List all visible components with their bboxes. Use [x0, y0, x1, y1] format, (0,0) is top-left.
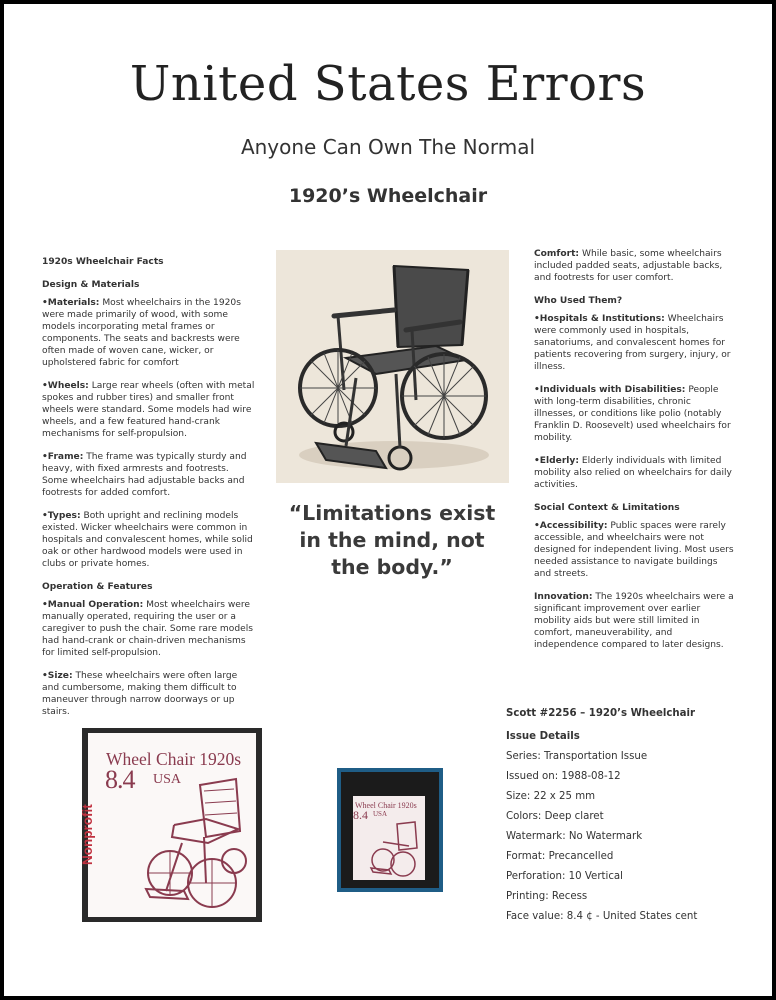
- scott-number: Scott #2256 – 1920’s Wheelchair: [506, 708, 696, 719]
- frame-paragraph: •Frame: The frame was typically sturdy and heavy, with fixed armrests and footrests. Some wheelchairs had adjustable backs and footrests for added comfort.: [42, 452, 247, 498]
- stamp-small-country: USA: [373, 810, 388, 818]
- detail-issued-on: Issued on: 1988-08-12: [506, 771, 621, 782]
- comfort-paragraph: Comfort: While basic, some wheelchairs included padded seats, adjustable backs, and footrests for user comfort.: [534, 249, 723, 283]
- types-paragraph: •Types: Both upright and reclining models existed. Wicker wheelchairs were common in hospitals and convalescent homes, while solid oak or other hardwood models were used in clubs or private homes.: [42, 511, 253, 569]
- stamp-small-engraving: [353, 796, 425, 880]
- stamp-name: Wheel Chair 1920s: [106, 749, 242, 769]
- stamp-small-value: 8.4: [353, 808, 368, 822]
- stamp-wheelchair-engraving: [88, 733, 256, 917]
- stamp-large-image: [82, 728, 262, 922]
- detail-series: Series: Transportation Issue: [506, 751, 648, 762]
- materials-paragraph: •Materials: Most wheelchairs in the 1920s were made primarily of wood, with some models incorporating metal frames or components. The seats and backrests were often made of woven cane, wicker, or upholstered fabric for comfort: [42, 298, 241, 368]
- detail-face-value: Face value: 8.4 ¢ - United States cent: [506, 911, 698, 922]
- detail-colors: Colors: Deep claret: [506, 811, 604, 822]
- stamp-small-image: [337, 768, 443, 892]
- page-subtitle: Anyone Can Own The Normal: [240, 135, 536, 159]
- who-used-title: Who Used Them?: [534, 296, 623, 306]
- individuals-paragraph: •Individuals with Disabilities: People with long-term disabilities, chronic illnesses, or conditions like polio (notably Franklin D. Roosevelt) used wheelchairs for mobility.: [534, 385, 731, 443]
- stamp-country: USA: [153, 772, 182, 787]
- quote: “Limitations exist in the mind, not the body.”: [288, 501, 496, 579]
- wheelchair-photo: [276, 250, 509, 483]
- stamp-small-name: Wheel Chair 1920s: [355, 801, 417, 810]
- stamp-heading: 1920’s Wheelchair: [288, 185, 488, 207]
- design-materials-title: Design & Materials: [42, 280, 140, 290]
- stamp-precancel: Nonprofit: [80, 804, 95, 865]
- issue-details-title: Issue Details: [506, 731, 580, 742]
- innovation-paragraph: Innovation: The 1920s wheelchairs were a significant improvement over earlier mobility aids but were still limited in comfort, maneuverability, and independence compared to later designs.: [534, 592, 734, 650]
- page-sheet: [4, 4, 772, 996]
- stamp-large-face: [80, 733, 256, 917]
- detail-watermark: Watermark: No Watermark: [506, 831, 643, 842]
- operation-features-title: Operation & Features: [42, 582, 153, 592]
- page-title: United States Errors: [129, 56, 647, 112]
- stamp-value: 8.4: [105, 765, 135, 794]
- detail-format: Format: Precancelled: [506, 851, 614, 862]
- facts-title: 1920s Wheelchair Facts: [42, 257, 164, 267]
- detail-size: Size: 22 x 25 mm: [506, 791, 596, 802]
- accessibility-paragraph: •Accessibility: Public spaces were rarely accessible, and wheelchairs were not designed for independent living. Most users needed assistance to navigate buildings and streets.: [534, 521, 734, 579]
- stamp-small-face: [353, 796, 425, 880]
- detail-perforation: Perforation: 10 Vertical: [506, 871, 624, 882]
- manual-operation-paragraph: •Manual Operation: Most wheelchairs were manually operated, requiring the user or a caregiver to push the chair. Some rare models had hand-crank or chain-driven mechanisms for limited self-propulsion.: [42, 600, 253, 658]
- issue-details: [506, 704, 746, 927]
- hospitals-paragraph: •Hospitals & Institutions: Wheelchairs were commonly used in hospitals, sanatoriums, and convalescent homes for patients recovering from surgery, injury, or illness.: [534, 314, 731, 372]
- wheelchair-illustration: [276, 250, 509, 483]
- social-context-title: Social Context & Limitations: [534, 503, 680, 513]
- facts-left-column: [42, 256, 256, 718]
- detail-printing: Printing: Recess: [506, 891, 588, 902]
- elderly-paragraph: •Elderly: Elderly individuals with limited mobility also relied on wheelchairs for daily activities.: [534, 456, 732, 490]
- size-paragraph: •Size: These wheelchairs were often large and cumbersome, making them difficult to maneuver through narrow doorways or up stairs.: [42, 671, 238, 717]
- facts-right-column: [534, 248, 734, 651]
- wheels-paragraph: •Wheels: Large rear wheels (often with metal spokes and rubber tires) and smaller front wheels were standard. Some models had wire wheels, and a few featured hand-crank mechanisms for self-propulsion.: [42, 381, 255, 439]
